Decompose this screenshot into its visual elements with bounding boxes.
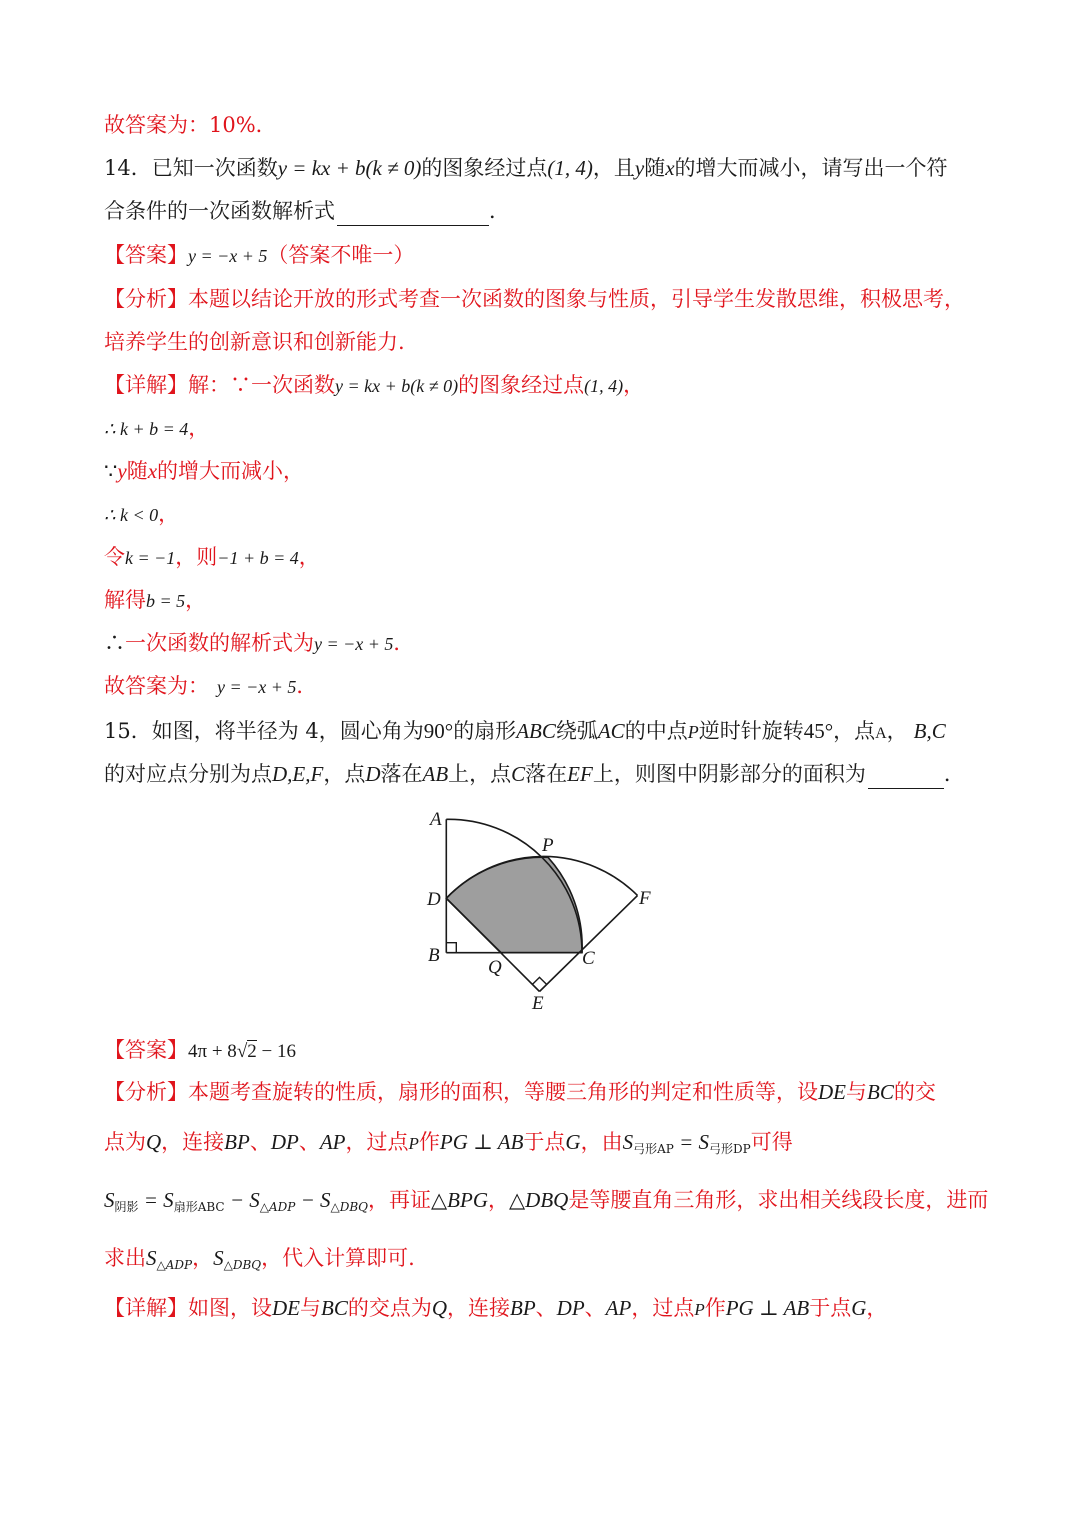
question-15-line-1 <box>104 716 946 749</box>
step-6-formula: y = −x + 5 <box>314 634 394 654</box>
d15-g: G <box>851 1296 867 1320</box>
right-angle-mark-b <box>446 943 456 953</box>
analysis-15-line-1 <box>104 1077 936 1107</box>
question-15-line-2 <box>104 759 965 789</box>
q14-text-1: 已知一次函数 <box>151 156 278 180</box>
q15-text-4: 的中点 <box>624 719 688 743</box>
answer-15-formula <box>188 1040 296 1062</box>
detail-tag: 【详解】 <box>104 373 188 397</box>
analysis-15-line-2 <box>104 1127 793 1164</box>
q15-l2-text-1: 的对应点分别为点 <box>104 762 272 786</box>
answer-15-radicand: 2 <box>247 1041 257 1062</box>
analysis-tag: 【分析】 <box>104 287 188 311</box>
step-6-text: 一次函数的解析式为 <box>125 631 314 655</box>
an15-l2-7: 于点 <box>523 1130 566 1154</box>
analysis-14-text-2: 培养学生的创新意识和创新能力. <box>104 330 405 354</box>
an15-seg-de: DE <box>818 1080 846 1104</box>
d15-ap: AP <box>605 1296 632 1320</box>
analysis-15-line-4 <box>104 1243 415 1280</box>
because-symbol: ∵ <box>104 459 118 483</box>
step-7-text: 故答案为： <box>104 674 209 698</box>
step-4-text-2: ，则 <box>175 545 218 569</box>
answer-blank <box>337 205 489 226</box>
an15-l2-dp: DP <box>270 1130 299 1154</box>
d15-bc: BC <box>321 1296 348 1320</box>
q15-l2-text-3: 落在 <box>380 762 423 786</box>
q15-text-5: 逆时针旋转 <box>698 719 804 743</box>
an15-l4-2: ， <box>192 1246 214 1270</box>
an15-l2-bp: BP <box>224 1130 250 1154</box>
question-14-number: 14． <box>104 156 152 180</box>
d15-10: ， <box>866 1296 888 1320</box>
therefore-symbol: ∴ <box>104 631 125 655</box>
an15-l3-s: S <box>104 1188 115 1212</box>
an15-l3-tri-dbq: △DBQ <box>509 1188 569 1212</box>
step-7 <box>104 671 317 702</box>
q14-var-y: y <box>634 156 645 180</box>
an15-l3-sub-adp: △ADP <box>259 1200 296 1214</box>
label-e: E <box>532 993 544 1014</box>
q15-text-2: 的扇形 <box>453 719 517 743</box>
q15-text-7: ， <box>886 719 908 743</box>
detail-14-text-2: 的图象经过点 <box>458 373 585 397</box>
q15-l2-text-4: 上，点 <box>448 762 512 786</box>
step-4-formula-1: k = −1 <box>125 548 176 568</box>
step-2-var-y: y <box>117 459 127 483</box>
an15-l2-6: 作 <box>418 1130 440 1154</box>
q15-l2-point-d: D <box>365 762 381 786</box>
label-f: F <box>639 888 651 909</box>
q14-end: ． <box>489 199 510 223</box>
detail-15-line-1 <box>104 1293 887 1325</box>
shaded-region <box>446 857 582 953</box>
q14-text-2: 的图象经过点 <box>421 156 548 180</box>
an15-l2-ap: AP <box>319 1130 346 1154</box>
step-5-text-2: ， <box>185 588 207 612</box>
right-angle-mark-e <box>532 977 546 984</box>
an15-l2-sub2: 弓形DP <box>709 1142 751 1156</box>
q15-arc: AC <box>597 719 625 743</box>
step-5-formula: b = 5 <box>146 591 186 611</box>
answer-tag: 【答案】 <box>104 1038 188 1062</box>
step-2-text-2: 的增大而减小， <box>157 459 305 483</box>
an15-text-3: 的交 <box>893 1080 936 1104</box>
detail-14-line-1 <box>104 370 644 401</box>
label-q: Q <box>488 957 502 978</box>
analysis-14-line-1 <box>104 284 965 314</box>
an15-l2-3: 、 <box>249 1130 271 1154</box>
step-4-text-1: 令 <box>104 545 125 569</box>
q15-l2-point-c: C <box>511 762 526 786</box>
answer-15-part-1: 4π + 8 <box>188 1041 237 1062</box>
label-b: B <box>428 945 440 966</box>
d15-3: 的交点为 <box>347 1296 432 1320</box>
d15-4: ，连接 <box>447 1296 511 1320</box>
answer-14-note: （答案不唯一） <box>267 243 415 267</box>
label-d: D <box>427 889 441 910</box>
q14-point: (1, 4) <box>547 156 593 180</box>
detail-14-formula: y = kx + b(k ≠ 0) <box>335 376 459 396</box>
step-4-text-3: ， <box>298 545 320 569</box>
q15-angle: 90° <box>423 719 454 743</box>
label-c: C <box>582 948 595 969</box>
sqrt-symbol: √ <box>236 1041 248 1062</box>
d15-5: 、 <box>535 1296 557 1320</box>
d15-q: Q <box>431 1296 448 1320</box>
an15-text-2: 与 <box>846 1080 867 1104</box>
d15-perp: PG ⊥ AB <box>725 1296 810 1320</box>
step-7-formula: y = −x + 5 <box>217 677 297 697</box>
an15-l2-s1: S <box>622 1130 634 1154</box>
d15-9: 于点 <box>809 1296 852 1320</box>
step-6 <box>104 628 414 659</box>
answer-15 <box>104 1035 296 1067</box>
q15-sector: ABC <box>516 719 556 743</box>
analysis-14-text-1: 本题以结论开放的形式考查一次函数的图象与性质，引导学生发散思维，积极思考， <box>188 287 965 311</box>
an15-text-1: 本题考查旋转的性质，扇形的面积，等腰三角形的判定和性质等，设 <box>188 1080 818 1104</box>
an15-l2-1: 点为 <box>104 1130 146 1154</box>
answer-tag: 【答案】 <box>104 243 188 267</box>
q14-text-3: ，且 <box>592 156 635 180</box>
q15-text-6: ，点 <box>833 719 876 743</box>
q14-formula-1: y = kx + b(k ≠ 0) <box>277 156 422 180</box>
q15-l2-text-2: ，点 <box>323 762 366 786</box>
answer-line-13 <box>104 110 277 140</box>
an15-l3-sub-shade: 阴影 <box>114 1200 139 1214</box>
an15-l4-3: ，代入计算即可. <box>261 1246 415 1270</box>
an15-l2-9: 可得 <box>750 1130 793 1154</box>
q14-var-x: x <box>665 156 675 180</box>
step-2-text-1: 随 <box>126 459 148 483</box>
label-a: A <box>430 809 442 830</box>
step-6-punct: ． <box>393 631 415 655</box>
detail-14-point: (1, 4) <box>584 376 624 396</box>
q15-l2-text-6: 上，则图中阴影部分的面积为 <box>592 762 866 786</box>
analysis-14-line-2 <box>104 327 405 357</box>
an15-l2-perp: PG ⊥ AB <box>439 1130 524 1154</box>
answer-14-formula: y = −x + 5 <box>188 246 268 266</box>
an15-l2-sub1: 弓形AP <box>633 1142 674 1156</box>
an15-l3-text-2: 是等腰直角三角形，求出相关线段长度，进而 <box>568 1188 989 1212</box>
an15-l2-8: ，由 <box>580 1130 623 1154</box>
q14-text-5: 的增大而减小，请写出一个符 <box>674 156 948 180</box>
q15-point-a: A <box>875 725 887 742</box>
an15-l2-2: ，连接 <box>161 1130 225 1154</box>
d15-bp: BP <box>510 1296 536 1320</box>
q15-l2-points: D,E,F <box>272 762 324 786</box>
an15-l3-minus1: − S <box>224 1188 260 1212</box>
step-1-formula: ∴ k + b = 4 <box>104 419 189 439</box>
q15-point-p: P <box>687 722 699 742</box>
step-7-punct: ． <box>296 674 318 698</box>
an15-l3-comma: ， <box>488 1188 510 1212</box>
step-5 <box>104 585 206 616</box>
an15-l3-minus2: − S <box>295 1188 331 1212</box>
d15-1: 如图，设 <box>188 1296 272 1320</box>
q15-text-1: 如图，将半径为 4，圆心角为 <box>151 719 424 743</box>
step-2 <box>104 456 304 486</box>
an15-l2-g: G <box>565 1130 581 1154</box>
question-14-line-1 <box>104 153 948 183</box>
question-15-number: 15． <box>104 719 152 743</box>
step-3 <box>104 499 179 530</box>
geometry-figure <box>420 808 660 1018</box>
question-14-line-2 <box>104 196 510 226</box>
an15-l2-p: P <box>408 1134 419 1153</box>
q15-points-bc: B,C <box>913 719 946 743</box>
q15-l2-seg-ef: EF <box>567 762 593 786</box>
d15-6: 、 <box>584 1296 606 1320</box>
an15-l2-q: Q <box>146 1130 162 1154</box>
d15-p: P <box>694 1300 705 1319</box>
an15-l3-eq: = S <box>138 1188 174 1212</box>
answer-14 <box>104 240 414 271</box>
step-3-punct: ， <box>158 502 180 526</box>
d15-8: 作 <box>704 1296 726 1320</box>
label-p: P <box>542 835 554 856</box>
q15-l2-seg-ab: AB <box>422 762 449 786</box>
step-1 <box>104 413 209 444</box>
detail-tag: 【详解】 <box>104 1296 188 1320</box>
step-2-var-x: x <box>147 459 158 483</box>
an15-l3-text-1: ，再证 <box>368 1188 432 1212</box>
d15-de: DE <box>272 1296 300 1320</box>
analysis-tag: 【分析】 <box>104 1080 188 1104</box>
an15-l4-1: 求出 <box>104 1246 146 1270</box>
an15-l3-sub-dbq: △DBQ <box>330 1200 369 1214</box>
analysis-15-line-3 <box>104 1185 988 1222</box>
q15-rotation: 45° <box>803 719 834 743</box>
an15-l4-sub1: △ADP <box>156 1258 193 1272</box>
an15-l2-4: 、 <box>298 1130 320 1154</box>
an15-l4-sub2: △DBQ <box>223 1258 262 1272</box>
step-4 <box>104 542 320 573</box>
an15-seg-bc: BC <box>867 1080 894 1104</box>
answer-13-text: 故答案为：10%． <box>104 113 277 137</box>
an15-l2-s2: = S <box>673 1130 709 1154</box>
detail-14-text-1: 解：∵一次函数 <box>188 373 335 397</box>
answer-15-part-2: − 16 <box>256 1041 296 1062</box>
q14-line2-text: 合条件的一次函数解析式 <box>104 199 335 223</box>
an15-l4-s2: S <box>213 1246 224 1270</box>
d15-7: ，过点 <box>631 1296 695 1320</box>
q14-text-4: 随 <box>644 156 666 180</box>
q15-text-3: 绕弧 <box>555 719 598 743</box>
step-5-text-1: 解得 <box>104 588 146 612</box>
step-1-punct: ， <box>188 416 210 440</box>
step-3-formula: ∴ k < 0 <box>104 505 159 525</box>
q15-l2-text-5: 落在 <box>525 762 568 786</box>
step-4-formula-2: −1 + b = 4 <box>217 548 299 568</box>
detail-14-text-3: ， <box>623 373 645 397</box>
d15-2: 与 <box>300 1296 321 1320</box>
answer-blank <box>868 768 944 789</box>
d15-dp: DP <box>556 1296 585 1320</box>
an15-l2-5: ，过点 <box>345 1130 409 1154</box>
an15-l4-s1: S <box>146 1246 157 1270</box>
q15-end: ． <box>943 762 965 786</box>
an15-l3-tri-bpg: △BPG <box>431 1188 489 1212</box>
an15-l3-sub-sector: 扇形ABC <box>173 1200 225 1214</box>
